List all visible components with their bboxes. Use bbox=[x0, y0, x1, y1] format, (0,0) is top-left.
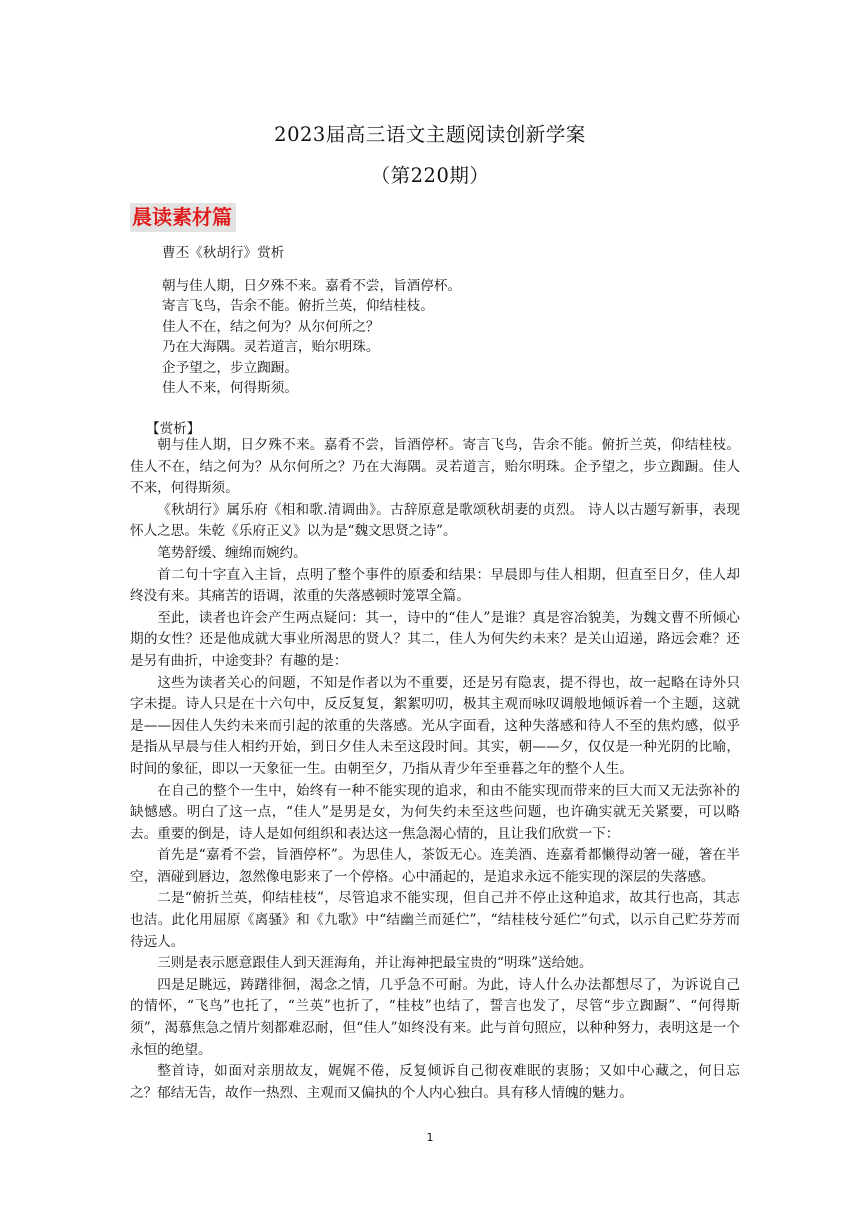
paragraph: 二是“俯折兰英，仰结桂枝”，尽管追求不能实现，但自己并不停止这种追求，故其行也高，其志也洁。此化用屈原《离骚》和《九歌》中“结幽兰而延伫”，“结桂枝兮延伫”句式，以示自己贮芬芳而待远人。 bbox=[130, 890, 740, 950]
paragraph: 首二句十字直入主旨，点明了整个事件的原委和结果：早晨即与佳人相期，但直至日夕，佳人却终没有来。其痛苦的语调，浓重的失落感顿时笼罩全篇。 bbox=[130, 566, 740, 605]
paragraph: 《秋胡行》属乐府《相和歌.清调曲》。古辞原意是歌颂秋胡妻的贞烈。 诗人以古题写新事，表现怀人之思。朱乾《乐府正义》以为是“魏文思贤之诗”。 bbox=[130, 501, 740, 540]
page-number: 1 bbox=[426, 1131, 434, 1144]
analysis-body bbox=[130, 435, 740, 1104]
paragraph: 整首诗，如面对亲朋故友，娓娓不倦，反复倾诉自己彻夜难眠的衷肠；又如中心藏之，何日忘之？郁结无告，故作一热烈、主观而又偏执的个人内心独白。具有移人情魄的魅力。 bbox=[130, 1063, 740, 1101]
paragraph: 四是足眺远，踌躇徘徊，渴念之情，几乎急不可耐。为此，诗人什么办法都想尽了，为诉说自己的情怀，“飞鸟”也托了，“兰英”也折了，“桂枝”也结了，誓言也发了，尽管“步立踟蹰”、“何得斯须”，渴慕焦急之情片刻都难忍耐，但“佳人”如终没有来。此与首句照应，以种种努力，表明这是一个永恒的绝望。 bbox=[130, 976, 740, 1058]
section-heading: 晨读素材篇 bbox=[130, 203, 236, 232]
poem-line: 朝与佳人期，日夕殊不来。嘉肴不尝，旨酒停杯。 bbox=[162, 278, 462, 294]
document-title: 2023届高三语文主题阅读创新学案 bbox=[274, 123, 586, 146]
paragraph: 至此，读者也许会产生两点疑问：其一，诗中的“佳人”是谁？真是容冶貌美，为魏文曹不所倾心期的女性？还是他成就大事业所渴思的贤人？其二，佳人为何失约未来？是关山迢递，路远会难？还是另有曲折，中途变卦？有趣的是： bbox=[130, 609, 740, 669]
poem-line: 佳人不在，结之何为？从尔何所之？ bbox=[162, 318, 380, 335]
article-title: 曹丕《秋胡行》赏析 bbox=[162, 245, 285, 261]
paragraph: 首先是“嘉肴不尝，旨酒停杯”。为思佳人，茶饭无心。连美酒、连嘉肴都懒得动箸一碰，箸在半空，酒碰到唇边，忽然像电影来了一个停格。心中涌起的，是追求永远不能实现的深层的失落感。 bbox=[130, 847, 740, 885]
paragraph: 在自己的整个一生中，始终有一种不能实现的追求，和由不能实现而带来的巨大而又无法弥补的缺憾感。明白了这一点，“佳人”是男是女，为何失约未至这些问题，也许确实就无关紧要，可以略去。重要的倒是，诗人是如何组织和表达这一焦急渴心情的，且让我们欣赏一下： bbox=[130, 782, 740, 842]
issue-number: （第220期） bbox=[370, 164, 490, 187]
poem-line: 佳人不来，何得斯须。 bbox=[162, 380, 298, 397]
paragraph: 笔势舒缓、缠绵而婉约。 bbox=[157, 544, 307, 561]
poem bbox=[162, 276, 461, 398]
poem-line: 乃在大海隅。灵若道言，贻尔明珠。 bbox=[162, 339, 380, 356]
paragraph: 这些为读者关心的问题，不知是作者以为不重要，还是另有隐衷，提不得也，故一起略在诗外只字未提。诗人只是在十六句中，反反复复，絮絮叨叨，极其主观而咏叹调般地倾诉着一个主题，这就是——因佳人失约未来而引起的浓重的失落感。光从字面看，这种失落感和待人不至的焦灼感，似乎是指从早晨与佳人相约开始，到日夕佳人未至这段时间。其实，朝——夕，仅仅是一种光阴的比喻，时间的象征，即以一天象征一生。由朝至夕，乃指从青少年至垂暮之年的整个人生。 bbox=[130, 674, 740, 777]
poem-line: 企予望之，步立踟蹰。 bbox=[162, 359, 298, 376]
paragraph: 朝与佳人期，日夕殊不来。嘉肴不尝，旨酒停杯。寄言飞鸟，告余不能。俯折兰英，仰结桂枝。佳人不在，结之何为？从尔何所之？乃在大海隅。灵若道言，贻尔明珠。企予望之，步立踟蹰。佳人不来，何得斯须。 bbox=[130, 437, 740, 497]
analysis-label: 【赏析】 bbox=[146, 421, 201, 437]
poem-line: 寄言飞鸟，告余不能。俯折兰英，仰结桂枝。 bbox=[162, 298, 434, 315]
paragraph: 三则是表示愿意跟佳人到天涯海角，并让海神把最宝贵的“明珠”送给她。 bbox=[157, 955, 593, 972]
